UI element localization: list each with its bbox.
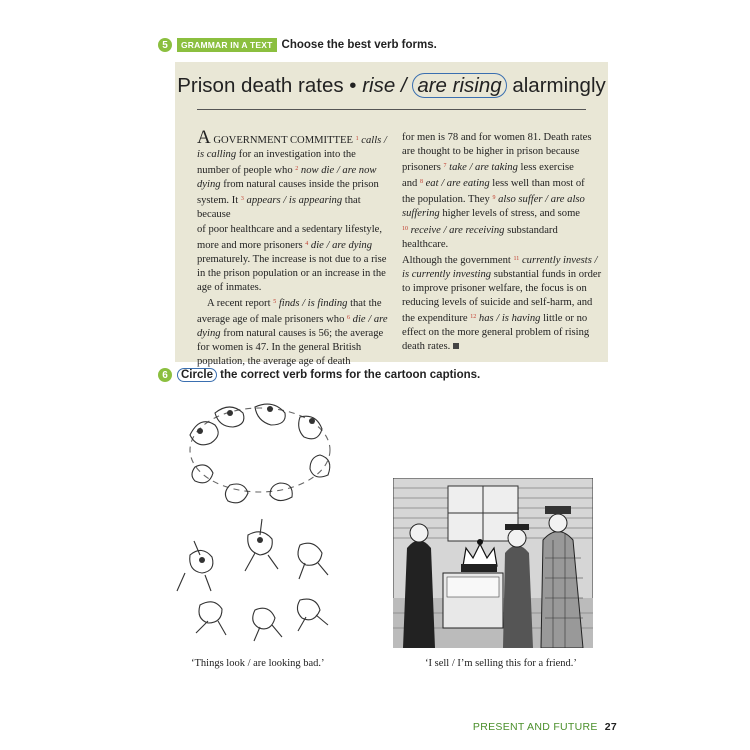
cartoon-crown-display: [393, 478, 593, 648]
grammar-in-a-text-tag: GRAMMAR IN A TEXT: [177, 38, 277, 52]
article-column-1: [197, 127, 392, 370]
col2-paragraph: for men is 78 and for women 81. Death rates are thought to be higher in prison because prisoners $^7$ take / are taking less exercise and $^8$ eat / are eating less well than most of the population. They $^9$ also suffer / are also suffering higher levels of stress, and some $^{10}$ receive / are receiving substandard healthcare. Although the government $^{11}$ currently invests / is currently investing substantial funds in order to improve prisoner welfare, the focus is on reducing levels of suicide and self-harm, and the expenditure $^{12}$ has / is having little or no effect on the more general problem of rising death rates.: [402, 132, 602, 353]
exercise-5-instruction: Choose the best verb forms.: [281, 39, 437, 51]
article-box: [175, 62, 608, 368]
headline-option-2-circled: are rising: [412, 73, 506, 98]
exercise-number-badge: 6: [158, 368, 172, 382]
page-number: 27: [604, 721, 617, 733]
article-column-2: [402, 131, 602, 354]
end-mark: [453, 343, 459, 349]
exercise-6-header: [158, 368, 480, 382]
col1-paragraph-2: A recent report $^5$ finds / is finding that the average age of male prisoners who $^6$ die / are dying from natural causes is 56; the average for women is 47. In the general British population, the average age of death: [197, 298, 388, 368]
headline-divider: [197, 109, 586, 110]
col1-paragraph-1: A GOVERNMENT COMMITTEE $^1$ calls / is calling for an investigation into the number of people who $^2$ now die / are now dying from natural causes inside the prison system. It $^3$ appears / is appearing that because of poor healthcare and a sedentary lifestyle, more and more prisoners $^4$ die / are dying prematurely. The increase is not due to a rise in the prison population or an increase in the age of inmates.: [197, 127, 387, 293]
headline-start: Prison death rates •: [177, 74, 357, 97]
cartoon-2-caption: ‘I sell / I’m selling this for a friend.’: [425, 658, 577, 669]
headline-end: alarmingly: [512, 74, 606, 97]
drop-cap: A: [197, 127, 211, 148]
headline-option-1: rise /: [362, 74, 407, 97]
cartoon-1-caption: ‘Things look / are looking bad.’: [191, 658, 325, 669]
section-name: PRESENT AND FUTURE: [472, 721, 598, 733]
page-footer: [473, 721, 617, 733]
exercise-6-instruction: [177, 369, 480, 381]
exercise-5-header: [158, 38, 437, 52]
article-headline: [175, 74, 608, 98]
exercise-6-instruction-text: the correct verb forms for the cartoon captions.: [220, 369, 481, 381]
circle-word: Circle: [177, 368, 217, 382]
exercise-number-badge: 5: [158, 38, 172, 52]
cartoon-falling-figures: [160, 395, 360, 645]
